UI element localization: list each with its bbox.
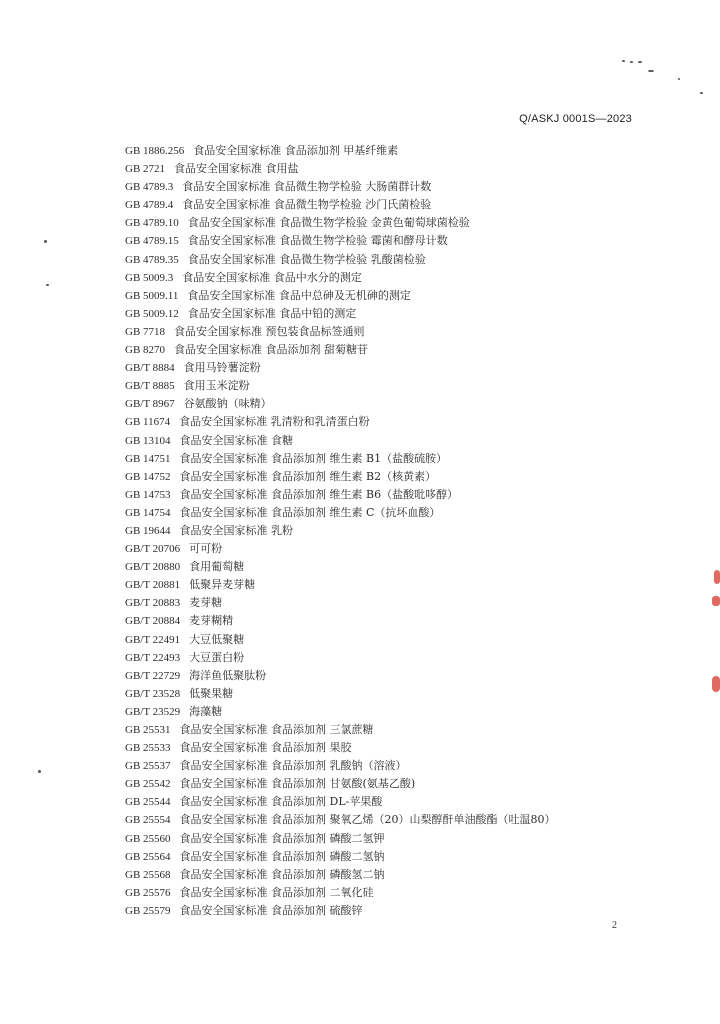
standard-code: GB/T 20706 [125,543,181,556]
reference-item [125,649,665,667]
standard-title: 食品安全国家标准 食品添加剂 三氯蔗糖 [179,723,374,736]
standard-title: 食品安全国家标准 食品微生物学检验 大肠菌群计数 [182,180,432,194]
standard-code: GB 14751 [125,452,171,465]
reference-item [125,631,665,649]
standard-code: GB 5009.3 [125,271,174,284]
standard-code: GB 14754 [125,506,171,519]
standard-code: GB 5009.11 [125,289,179,302]
standard-title: 食品安全国家标准 食品添加剂 甜菊糖苷 [174,343,369,357]
reference-item [125,612,665,630]
standard-title: 食品安全国家标准 食品添加剂 DL-苹果酸 [179,795,383,809]
standard-code: GB 13104 [125,434,171,447]
reference-item [125,576,665,594]
standard-title: 食品安全国家标准 食品中总砷及无机砷的测定 [187,288,411,302]
standard-code: GB 25554 [125,814,171,827]
document-code: Q/ASKJ 0001S—2023 [519,113,632,125]
standard-title: 食品安全国家标准 食品添加剂 乳酸钠（溶液） [179,759,407,773]
standard-title: 可可粉 [189,542,223,556]
standard-code: GB 7718 [125,325,166,338]
seal-fragment [712,676,720,692]
reference-item [125,902,665,920]
standard-code: GB 5009.12 [125,307,179,320]
standard-code: GB 25533 [125,742,171,755]
standard-title: 食品安全国家标准 食品微生物学检验 沙门氏菌检验 [182,198,432,212]
reference-item [125,214,665,232]
standard-code: GB 4789.35 [125,253,179,266]
reference-item [125,486,665,504]
standard-title: 食品安全国家标准 食品添加剂 果胶 [179,741,352,755]
standard-code: GB 25544 [125,796,171,809]
standard-code: GB/T 22493 [125,651,181,664]
standard-code: GB 4789.10 [125,217,179,230]
standard-code: GB 8270 [125,344,166,357]
reference-item [125,775,665,793]
standard-code: GB 11674 [125,416,171,429]
reference-item [125,142,665,160]
standard-title: 低聚果糖 [189,686,234,700]
reference-item [125,540,665,558]
standard-title: 食品安全国家标准 食品添加剂 聚氧乙烯（20）山梨醇酐单油酸酯（吐温80） [179,813,556,827]
reference-item [125,504,665,522]
standard-code: GB 25579 [125,904,171,917]
standard-title: 海藻糖 [189,704,223,718]
standard-title: 食品安全国家标准 食品添加剂 维生素 C（抗坏血酸） [179,505,441,519]
reference-item [125,359,665,377]
standard-code: GB 14752 [125,470,171,483]
reference-item [125,305,665,323]
standard-code: GB/T 20883 [125,597,181,610]
reference-item [125,468,665,486]
standard-title: 食品安全国家标准 乳清粉和乳清蛋白粉 [179,415,370,429]
standard-code: GB/T 8884 [125,362,175,375]
standard-title: 麦芽糖 [189,596,223,610]
standard-code: GB 25564 [125,850,171,863]
reference-item [125,395,665,413]
reference-item [125,594,665,612]
standard-title: 食品安全国家标准 食糖 [179,433,294,447]
reference-item [125,739,665,757]
standard-code: GB 25537 [125,760,171,773]
reference-item [125,160,665,178]
standard-code: GB 25542 [125,778,171,791]
reference-item [125,287,665,305]
seal-fragment [714,570,720,584]
seal-fragment [712,596,720,606]
reference-item [125,703,665,721]
reference-item [125,757,665,775]
scan-speck [46,284,49,286]
standard-title: 食品安全国家标准 食品微生物学检验 霉菌和酵母计数 [187,234,448,248]
standard-title: 食品安全国家标准 食品微生物学检验 金黄色葡萄球菌检验 [187,216,470,230]
standard-code: GB/T 23529 [125,705,181,718]
reference-item [125,667,665,685]
standard-title: 食品安全国家标准 食品添加剂 磷酸氢二钠 [179,867,385,881]
standard-title: 低聚异麦芽糖 [189,578,256,592]
standard-title: 大豆蛋白粉 [189,650,245,664]
reference-item [125,251,665,269]
scan-speck [38,770,41,773]
reference-item [125,522,665,540]
standard-code: GB/T 22491 [125,633,181,646]
scan-speck [700,92,703,94]
reference-item [125,432,665,450]
standard-code: GB/T 20880 [125,561,181,574]
standard-title: 食品安全国家标准 乳粉 [179,523,294,537]
reference-item [125,232,665,250]
standard-code: GB 4789.15 [125,235,179,248]
reference-item [125,269,665,287]
reference-item [125,413,665,431]
standard-code: GB/T 20881 [125,579,181,592]
reference-item [125,558,665,576]
standard-title: 食用葡萄糖 [189,560,245,574]
normative-references-list [125,142,665,920]
standard-code: GB 25568 [125,868,171,881]
standard-code: GB 25560 [125,832,171,845]
reference-item [125,830,665,848]
standard-title: 食品安全国家标准 食品中铅的测定 [187,306,357,320]
standard-title: 海洋鱼低聚肽粉 [189,668,267,682]
standard-title: 食品安全国家标准 食品添加剂 二氧化硅 [179,885,374,899]
scan-speck [622,60,625,62]
standard-title: 食品安全国家标准 食品添加剂 维生素 B2（核黄素） [179,469,437,483]
standard-title: 食品安全国家标准 食品微生物学检验 乳酸菌检验 [187,252,426,266]
standard-title: 食品安全国家标准 食品添加剂 甘氨酸(氨基乙酸) [179,777,416,791]
standard-code: GB/T 20884 [125,615,181,628]
page-number: 2 [612,920,617,931]
standard-title: 食用玉米淀粉 [183,379,250,393]
reference-item [125,884,665,902]
standard-code: GB/T 22729 [125,669,181,682]
standard-code: GB 2721 [125,163,166,176]
standard-title: 食品安全国家标准 食用盐 [174,162,299,176]
scan-speck [678,78,680,80]
standard-code: GB 25531 [125,724,171,736]
standard-code: GB 4789.4 [125,199,174,212]
standard-title: 食品安全国家标准 食品添加剂 维生素 B6（盐酸吡哆醇） [179,487,459,501]
scan-speck [44,240,47,243]
reference-item [125,178,665,196]
standard-code: GB 14753 [125,488,171,501]
standard-code: GB 4789.3 [125,181,174,194]
scan-speck [630,61,633,63]
standard-code: GB/T 8885 [125,380,175,393]
reference-item [125,323,665,341]
reference-item [125,811,665,829]
scan-speck [648,70,654,72]
standard-title: 谷氨酸钠（味精） [183,397,272,411]
standard-title: 食品安全国家标准 食品添加剂 磷酸二氢钾 [179,831,385,845]
standard-title: 大豆低聚糖 [189,632,245,646]
reference-item [125,377,665,395]
reference-item [125,866,665,884]
standard-code: GB/T 23528 [125,687,181,700]
reference-item [125,793,665,811]
standard-title: 食品安全国家标准 食品添加剂 甲基纤维素 [193,144,399,157]
standard-title: 食品安全国家标准 食品中水分的测定 [182,270,362,284]
standard-title: 食品安全国家标准 食品添加剂 维生素 B1（盐酸硫胺） [179,451,448,465]
standard-title: 食品安全国家标准 预包装食品标签通则 [174,324,365,338]
reference-item [125,721,665,739]
reference-item [125,450,665,468]
reference-item [125,848,665,866]
scan-speck [638,61,642,63]
standard-code: GB/T 8967 [125,398,175,411]
standard-title: 麦芽糊精 [189,614,234,628]
standard-title: 食品安全国家标准 食品添加剂 磷酸二氢钠 [179,849,385,863]
reference-item [125,341,665,359]
standard-code: GB 25576 [125,886,171,899]
standard-code: GB 1886.256 [125,145,185,157]
standard-code: GB 19644 [125,524,171,537]
standard-title: 食品安全国家标准 食品添加剂 硫酸锌 [179,903,363,917]
reference-item [125,685,665,703]
standard-title: 食用马铃薯淀粉 [183,361,261,375]
reference-item [125,196,665,214]
